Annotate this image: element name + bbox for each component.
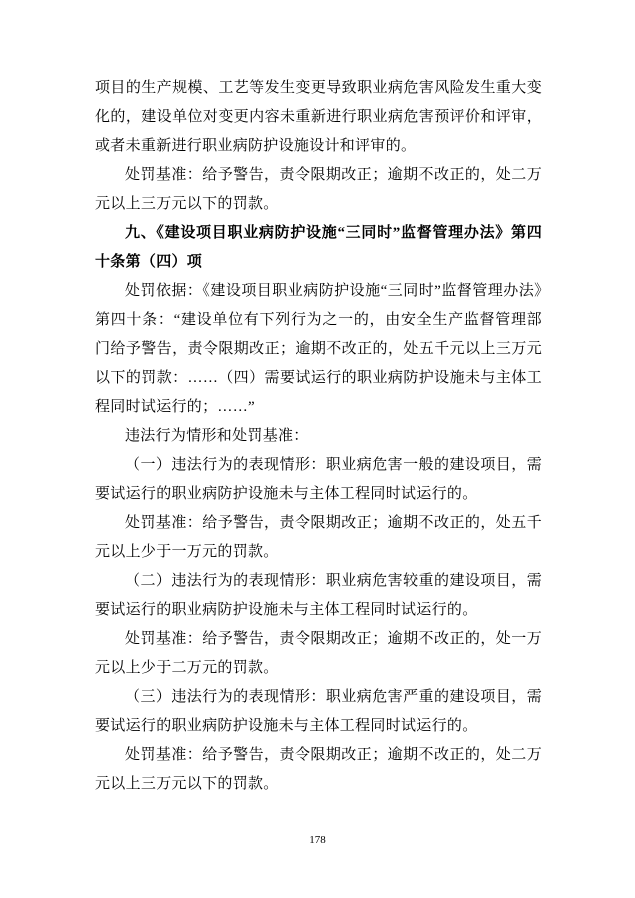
paragraph: 处罚依据：《建设项目职业病防护设施“三同时”监督管理办法》第四十条：“建设单位有下列行为之一的，由安全生产监督管理部门给予警告，责令限期改正；逾期不改正的，处五千元以上三万元以下的罚款：……（四）需要试运行的职业病防护设施未与主体工程同时试运行的；……” [95, 283, 542, 415]
paragraph: （一）违法行为的表现情形：职业病危害一般的建设项目，需要试运行的职业病防护设施未与主体工程同时试运行的。 [95, 457, 542, 502]
paragraph: （二）违法行为的表现情形：职业病危害较重的建设项目，需要试运行的职业病防护设施未与主体工程同时试运行的。 [95, 573, 542, 618]
paragraph: 处罚基准：给予警告，责令限期改正；逾期不改正的，处二万元以上三万元以下的罚款。 [95, 167, 542, 212]
page-number: 178 [309, 834, 326, 846]
paragraph: 处罚基准：给予警告，责令限期改正；逾期不改正的，处一万元以上少于二万元的罚款。 [95, 631, 542, 676]
paragraph: 违法行为情形和处罚基准： [125, 428, 309, 444]
document-body [95, 74, 542, 799]
paragraph: 项目的生产规模、工艺等发生变更导致职业病危害风险发生重大变化的，建设单位对变更内容未重新进行职业病危害预评价和评审，或者未重新进行职业病防护设施设计和评审的。 [95, 80, 542, 154]
paragraph: （三）违法行为的表现情形：职业病危害严重的建设项目，需要试运行的职业病防护设施未与主体工程同时试运行的。 [95, 689, 542, 734]
paragraph: 九、《建设项目职业病防护设施“三同时”监督管理办法》第四十条第（四）项 [95, 225, 542, 270]
paragraph: 处罚基准：给予警告，责令限期改正；逾期不改正的，处五千元以上少于一万元的罚款。 [95, 515, 542, 560]
paragraph: 处罚基准：给予警告，责令限期改正；逾期不改正的，处二万元以上三万元以下的罚款。 [95, 747, 542, 792]
